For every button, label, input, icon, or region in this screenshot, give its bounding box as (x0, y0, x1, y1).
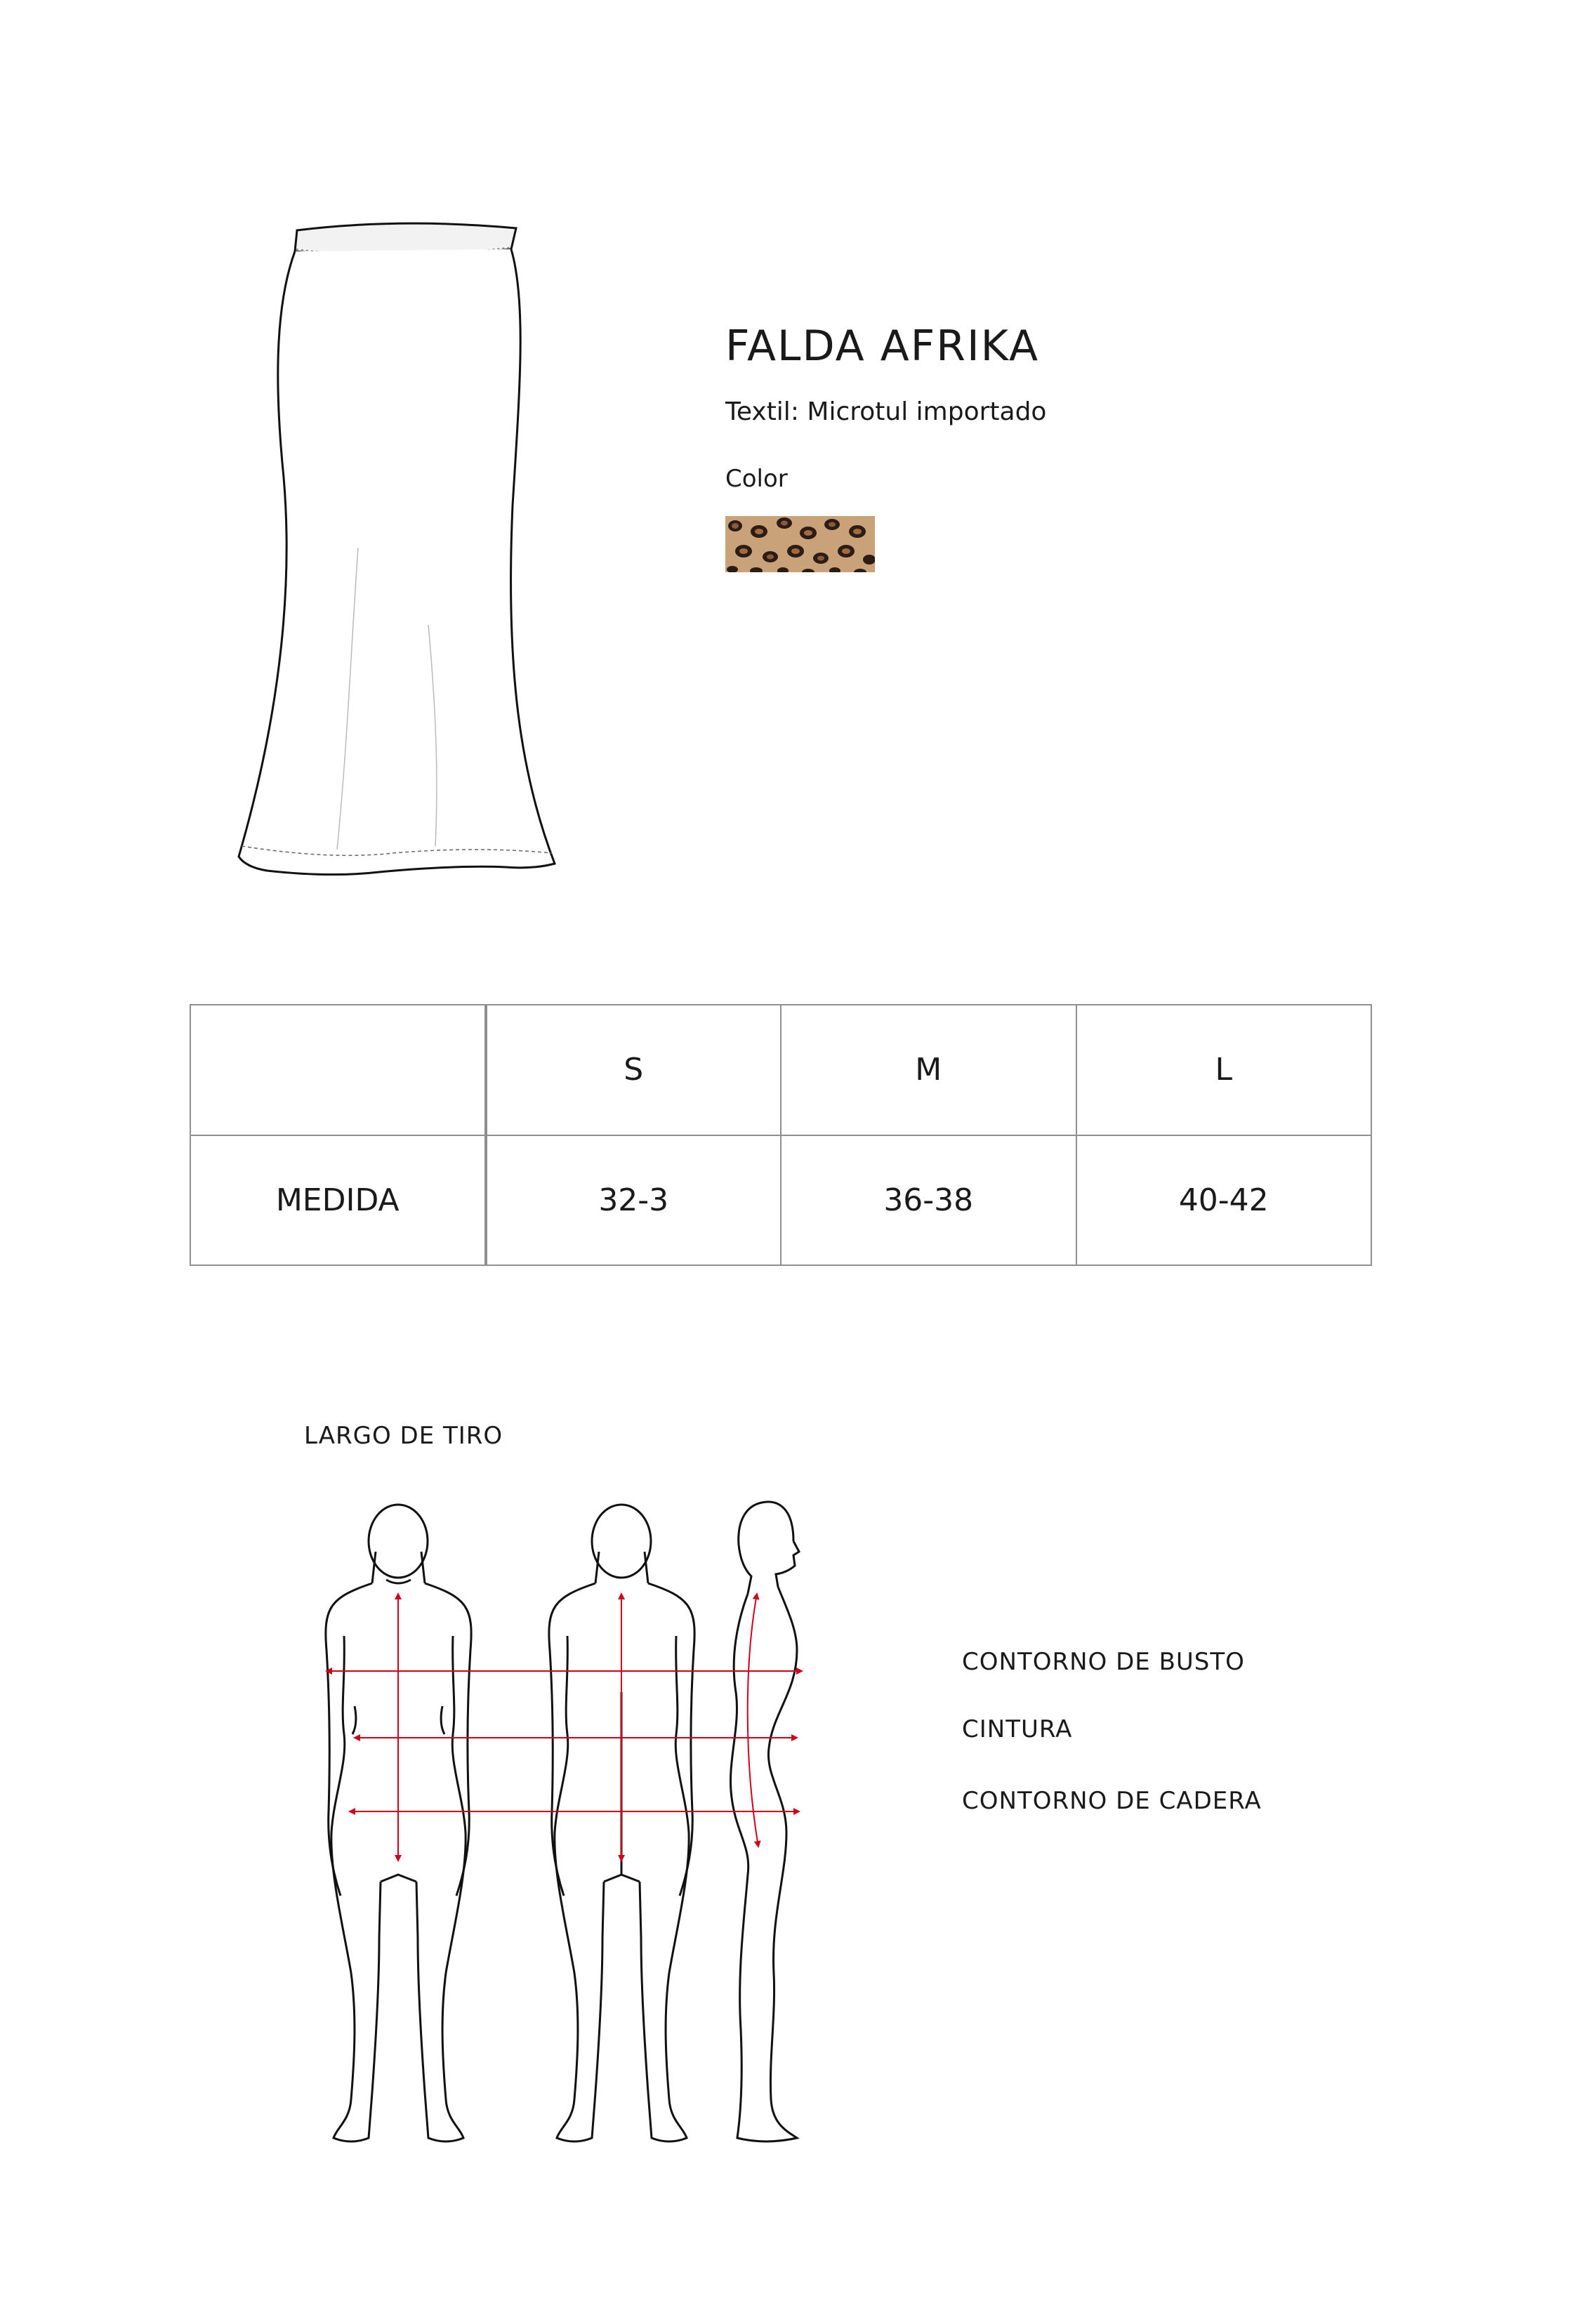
measurement-arrows (327, 1594, 802, 1861)
leopard-color-swatch (725, 516, 875, 572)
size-header-s: S (486, 1005, 781, 1135)
size-header-m: M (781, 1005, 1076, 1135)
label-contorno-de-cadera: CONTORNO DE CADERA (962, 1787, 1262, 1815)
label-contorno-de-busto: CONTORNO DE BUSTO (962, 1648, 1245, 1676)
skirt-flat-drawing (225, 211, 590, 892)
size-table-row (190, 1135, 1371, 1266)
size-table-corner-cell (190, 1005, 486, 1135)
row-label-medida: MEDIDA (190, 1135, 486, 1266)
measure-m: 36-38 (781, 1135, 1076, 1266)
size-header-l: L (1076, 1005, 1372, 1135)
size-table-header-row (190, 1005, 1371, 1135)
label-cintura: CINTURA (962, 1715, 1073, 1743)
measure-s: 32-3 (486, 1135, 781, 1266)
label-largo-de-tiro: LARGO DE TIRO (304, 1422, 503, 1450)
measure-l: 40-42 (1076, 1135, 1372, 1266)
color-label: Color (725, 465, 788, 493)
size-table (190, 1004, 1372, 1266)
body-measurement-figures (302, 1481, 899, 2184)
side-body-figure (730, 1502, 799, 2141)
product-title: FALDA AFRIKA (725, 322, 1040, 371)
fabric-description: Textil: Microtul importado (725, 397, 1047, 426)
